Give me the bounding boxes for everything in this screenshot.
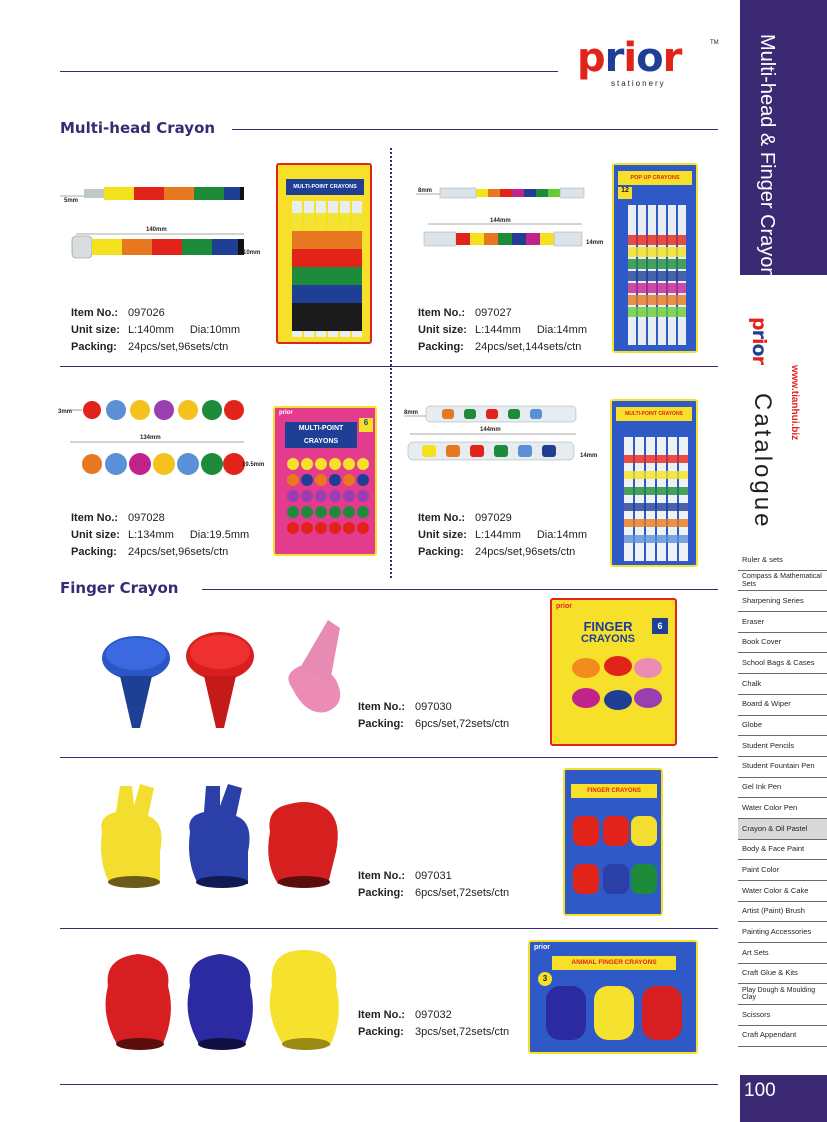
menu-item[interactable]: School Bags & Cases [738, 653, 827, 674]
menu-item[interactable]: Gel Ink Pen [738, 778, 827, 799]
package-crayons [624, 437, 688, 561]
packing-value: 6pcs/set,72sets/ctn [415, 718, 510, 730]
item-info-097031 [358, 868, 509, 902]
dim-label: 3mm [58, 409, 73, 415]
section-rule [202, 589, 718, 590]
package-label: ANIMAL FINGER CRAYONS [552, 956, 676, 970]
package-label: FINGER [583, 619, 633, 634]
sidebar-logo: prior [748, 317, 770, 364]
package-097026 [276, 163, 372, 344]
unit-length: L:140mm [128, 324, 174, 336]
card-brand: prior [556, 603, 572, 610]
package-count: 6 [359, 418, 373, 432]
crayon-drawing-097029 [402, 400, 608, 470]
menu-item[interactable]: Chalk [738, 674, 827, 695]
packing-value: 3pcs/set,72sets/ctn [415, 1026, 510, 1038]
unit-length: L:144mm [475, 324, 521, 336]
brand-logo [577, 35, 719, 94]
item-number: 097031 [415, 870, 452, 882]
label-packing: Packing: [71, 341, 117, 353]
menu-item[interactable]: Paint Color [738, 860, 827, 881]
package-count: 3 [538, 972, 552, 986]
package-097028 [273, 406, 377, 556]
package-097031 [563, 768, 663, 916]
package-label: MULTI-POINT [285, 422, 357, 436]
menu-item[interactable]: Sharpening Series [738, 591, 827, 612]
section-rule [232, 129, 718, 130]
label-item-no: Item No.: [358, 701, 406, 713]
section-title-multi-head: Multi-head Crayon [60, 119, 216, 137]
section-title-finger: Finger Crayon [60, 579, 179, 597]
unit-diameter: Dia:14mm [536, 529, 587, 541]
label-unit-size: Unit size: [71, 324, 120, 336]
menu-item[interactable]: Ruler & sets [738, 550, 827, 571]
item-number: 097028 [128, 512, 165, 524]
dim-label: 14mm [580, 453, 598, 459]
label-unit-size: Unit size: [71, 529, 120, 541]
item-number: 097026 [128, 307, 165, 319]
package-label: CRAYONS [581, 633, 635, 645]
dim-label: 14mm [586, 240, 604, 246]
dim-label: 5mm [64, 198, 79, 204]
crayon-drawing-097027 [414, 180, 610, 252]
package-label: MULTI-POINT CRAYONS [286, 179, 364, 195]
sidebar-website[interactable]: www.tianhui.biz [789, 365, 800, 441]
brand-tm: TM [710, 40, 719, 46]
package-count: 6 [652, 618, 668, 634]
row-rule [60, 757, 718, 758]
menu-item[interactable]: Scissors [738, 1005, 827, 1026]
dim-label: 134mm [140, 435, 161, 441]
package-label: MULTI-POINT CRAYONS [616, 407, 692, 421]
menu-item[interactable]: Book Cover [738, 633, 827, 654]
crayon-drawing-097030 [96, 616, 346, 736]
label-packing: Packing: [358, 1026, 404, 1038]
packing-value: 24pcs/set,144sets/ctn [475, 341, 582, 353]
label-item-no: Item No.: [358, 870, 406, 882]
label-item-no: Item No.: [418, 307, 466, 319]
sidebar-catalogue-label: Catalogue [749, 393, 776, 530]
card-brand: prior [534, 944, 550, 951]
package-count: 12 [618, 187, 632, 199]
unit-length: L:134mm [128, 529, 174, 541]
item-info-097026 [71, 305, 240, 356]
label-unit-size: Unit size: [418, 324, 467, 336]
crayon-drawing-097028 [58, 396, 270, 488]
item-info-097032 [358, 1007, 509, 1041]
menu-item[interactable]: Student Pencils [738, 736, 827, 757]
label-item-no: Item No.: [418, 512, 466, 524]
label-unit-size: Unit size: [418, 529, 467, 541]
package-label: POP UP CRAYONS [618, 171, 692, 185]
package-crayons [628, 205, 686, 345]
category-menu [738, 550, 827, 1047]
package-crayons [285, 454, 369, 544]
dim-label: 144mm [490, 218, 511, 224]
card-brand: prior [279, 410, 293, 416]
menu-item[interactable]: Body & Face Paint [738, 840, 827, 861]
label-packing: Packing: [71, 546, 117, 558]
item-info-097029 [418, 510, 587, 561]
dim-label: 19.5mm [242, 462, 265, 468]
package-crayons [566, 652, 666, 726]
menu-item[interactable]: Painting Accessories [738, 922, 827, 943]
label-item-no: Item No.: [71, 512, 119, 524]
item-info-097027 [418, 305, 587, 356]
menu-item[interactable]: Student Fountain Pen [738, 757, 827, 778]
package-crayons [288, 201, 362, 337]
label-packing: Packing: [358, 718, 404, 730]
package-097029 [610, 399, 698, 567]
menu-item[interactable]: Board & Wiper [738, 695, 827, 716]
dim-label: 8mm [404, 410, 419, 416]
unit-diameter: Dia:10mm [189, 324, 240, 336]
crayon-tip [84, 189, 104, 198]
brand-wordmark: prior [577, 35, 682, 81]
menu-item[interactable]: Water Color & Cake [738, 881, 827, 902]
label-packing: Packing: [358, 887, 404, 899]
package-crayons [571, 806, 659, 910]
crayon-drawing-097026 [58, 178, 270, 268]
menu-item[interactable]: Craft Appendant [738, 1026, 827, 1047]
column-divider [390, 148, 392, 578]
package-097027 [612, 163, 698, 353]
menu-item[interactable]: Play Dough & Moulding Clay [738, 984, 827, 1005]
header-rule [60, 71, 558, 72]
package-crayons [544, 982, 684, 1046]
menu-item[interactable]: Craft Glue & Kits [738, 964, 827, 985]
unit-length: L:144mm [475, 529, 521, 541]
dim-label: 144mm [480, 427, 501, 433]
dim-label: 10mm [243, 250, 261, 256]
label-packing: Packing: [418, 341, 464, 353]
dim-label: 140mm [146, 227, 167, 233]
crayon-drawing-097031 [92, 782, 352, 892]
dim-label: 8mm [418, 188, 433, 194]
menu-item[interactable]: Water Color Pen [738, 798, 827, 819]
package-label: CRAYONS [285, 436, 357, 448]
menu-item[interactable]: Globe [738, 716, 827, 737]
row-rule [60, 928, 718, 929]
page-number: 100 [740, 1075, 827, 1122]
item-number: 097027 [475, 307, 512, 319]
item-number: 097030 [415, 701, 452, 713]
unit-diameter: Dia:19.5mm [189, 529, 250, 541]
brand-subtitle: stationery [611, 79, 666, 88]
packing-value: 24pcs/set,96sets/ctn [128, 341, 229, 353]
label-item-no: Item No.: [358, 1009, 406, 1021]
packing-value: 24pcs/set,96sets/ctn [475, 546, 576, 558]
packing-value: 6pcs/set,72sets/ctn [415, 887, 510, 899]
package-097032 [528, 940, 698, 1054]
item-info-097030 [358, 699, 509, 733]
label-item-no: Item No.: [71, 307, 119, 319]
menu-item-active[interactable]: Crayon & Oil Pastel [738, 819, 827, 840]
package-097030 [550, 598, 677, 746]
unit-diameter: Dia:14mm [536, 324, 587, 336]
item-number: 097029 [475, 512, 512, 524]
item-number: 097032 [415, 1009, 452, 1021]
packing-value: 24pcs/set,96sets/ctn [128, 546, 229, 558]
row-rule [60, 366, 718, 367]
menu-item[interactable]: Artist (Paint) Brush [738, 902, 827, 923]
footer-rule [60, 1084, 718, 1085]
label-packing: Packing: [418, 546, 464, 558]
menu-item[interactable]: Eraser [738, 612, 827, 633]
package-label: FINGER CRAYONS [571, 784, 657, 798]
menu-item[interactable]: Art Sets [738, 943, 827, 964]
sidebar-chapter-title: Multi-head & Finger Crayon [756, 34, 778, 279]
crayon-drawing-097032 [98, 946, 348, 1058]
item-info-097028 [71, 510, 249, 561]
menu-item[interactable]: Compass & Mathematical Sets [738, 571, 827, 592]
